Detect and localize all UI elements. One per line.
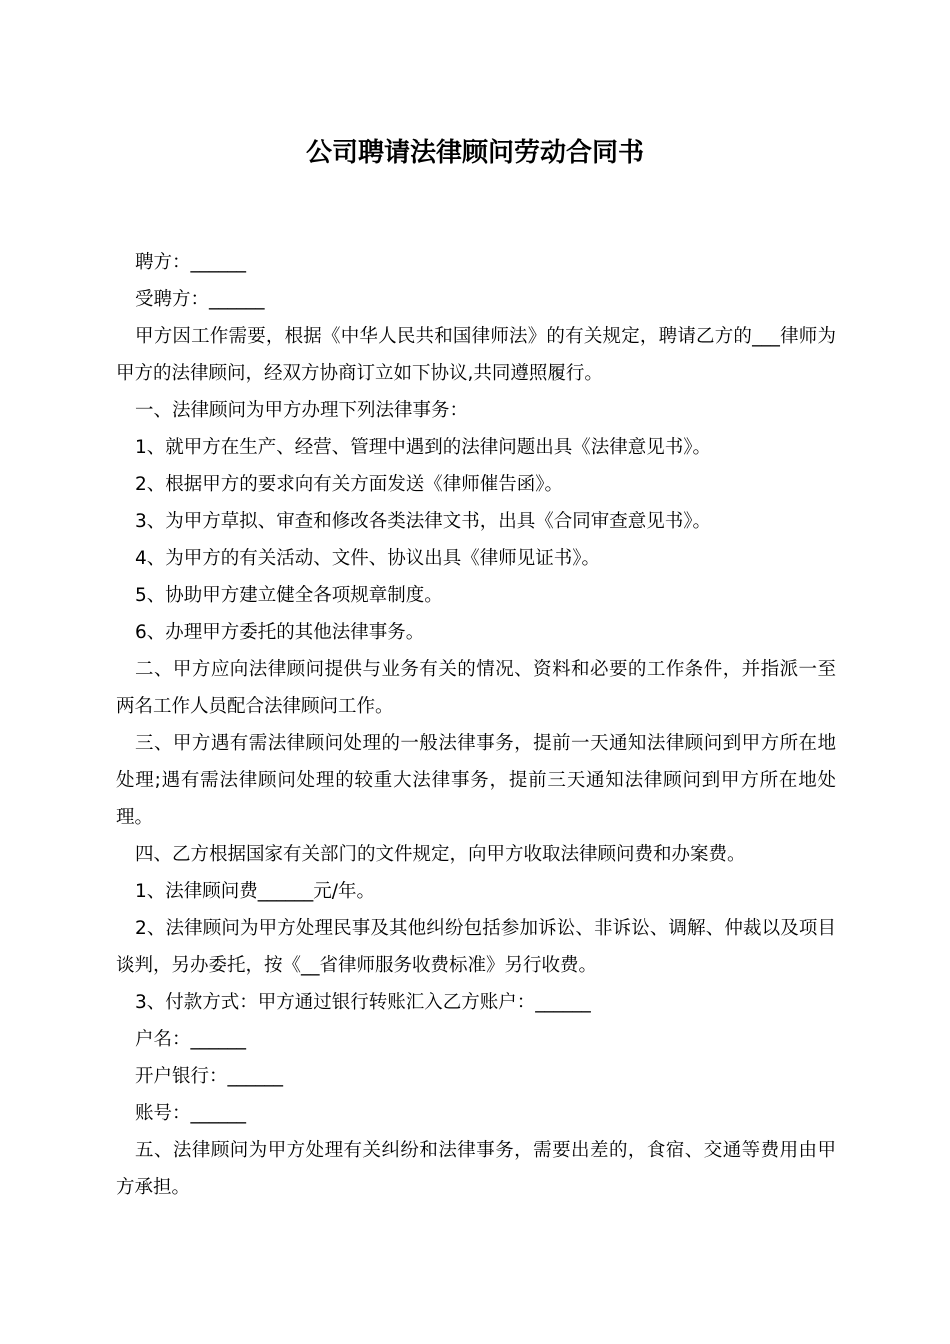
clause-5-paragraph: 五、法律顾问为甲方处理有关纠纷和法律事务，需要出差的，食宿、交通等费用由甲方承担。 [116, 1140, 836, 1198]
clause-4-item-2: 2、法律顾问为甲方处理民事及其他纠纷包括参加诉讼、非诉讼、调解、仲裁以及项目谈判，另办委托，按《__省律师服务收费标准》另行收费。 [116, 918, 836, 976]
clause-1-item-1: 1、就甲方在生产、经营、管理中遇到的法律问题出具《法律意见书》。 [135, 437, 712, 458]
employer-line: 聘方：______ [135, 252, 247, 273]
clause-1-heading: 一、法律顾问为甲方办理下列法律事务： [135, 400, 469, 421]
employee-line: 受聘方：______ [135, 289, 265, 310]
preamble-paragraph: 甲方因工作需要，根据《中华人民共和国律师法》的有关规定，聘请乙方的___律师为甲方的法律顾问，经双方协商订立如下协议,共同遵照履行。 [116, 326, 836, 384]
document-body [116, 244, 836, 1206]
clause-1-item-6: 6、办理甲方委托的其他法律事务。 [135, 622, 425, 643]
clause-4-item-3: 3、付款方式：甲方通过银行转账汇入乙方账户：______ [135, 992, 591, 1013]
clause-1-item-5: 5、协助甲方建立健全各项规章制度。 [135, 585, 443, 606]
bank-line: 开户银行：______ [135, 1066, 284, 1087]
clause-1-item-4: 4、为甲方的有关活动、文件、协议出具《律师见证书》。 [135, 548, 601, 569]
clause-3-paragraph: 三、甲方遇有需法律顾问处理的一般法律事务，提前一天通知法律顾问到甲方所在地处理;遇有需法律顾问处理的较重大法律事务，提前三天通知法律顾问到甲方所在地处理。 [116, 733, 836, 828]
clause-4-heading: 四、乙方根据国家有关部门的文件规定，向甲方收取法律顾问费和办案费。 [135, 844, 746, 865]
account-number-line: 账号：______ [135, 1103, 247, 1124]
document-title: 公司聘请法律顾问劳动合同书 [305, 138, 644, 168]
clause-1-item-3: 3、为甲方草拟、审查和修改各类法律文书，出具《合同审查意见书》。 [135, 511, 712, 532]
clause-2-paragraph: 二、甲方应向法律顾问提供与业务有关的情况、资料和必要的工作条件，并指派一至两名工作人员配合法律顾问工作。 [116, 659, 836, 717]
clause-1-item-2: 2、根据甲方的要求向有关方面发送《律师催告函》。 [135, 474, 564, 495]
account-name-line: 户名：______ [135, 1029, 247, 1050]
clause-4-item-1: 1、法律顾问费______元/年。 [135, 881, 376, 902]
